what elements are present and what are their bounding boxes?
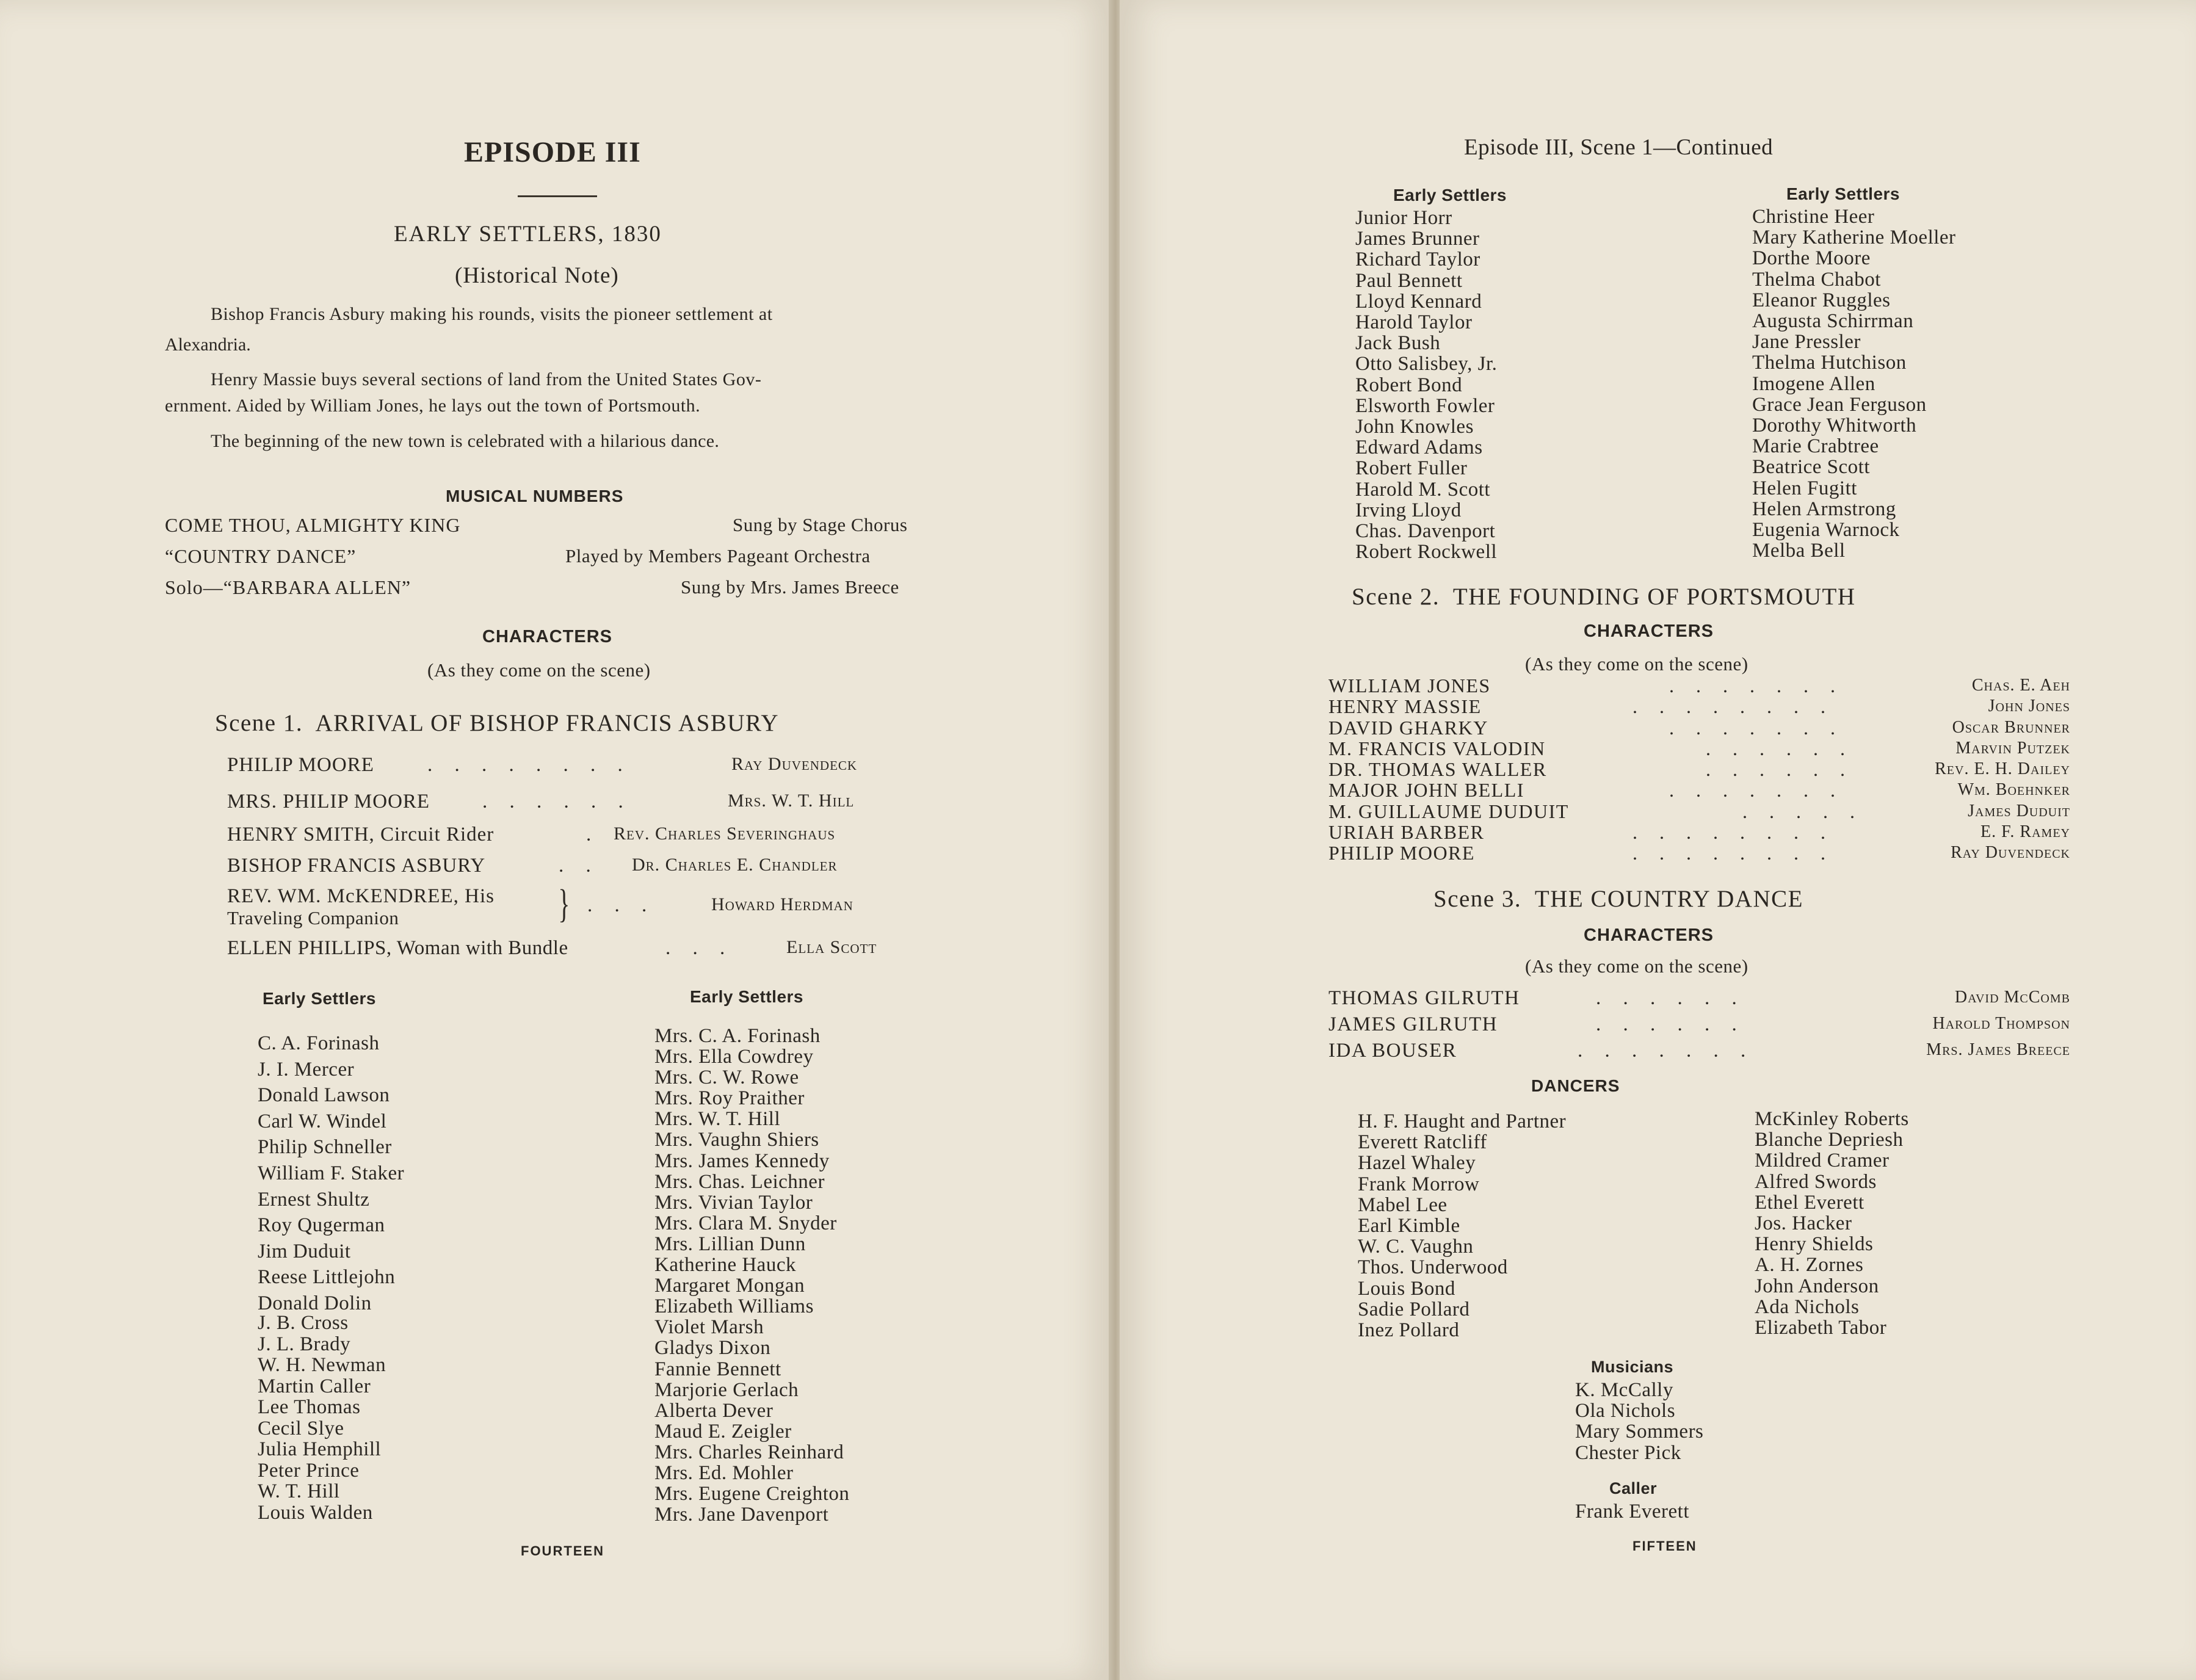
cast-role: MRS. PHILIP MOORE xyxy=(227,791,430,813)
episode-subtitle: EARLY SETTLERS, 1830 xyxy=(394,222,662,247)
cast-role: DAVID GHARKY xyxy=(1328,716,1488,739)
as-they-come-note: (As they come on the scene) xyxy=(1525,955,1748,977)
cast-leader-dots: . . . . . . . . xyxy=(427,754,631,776)
cast-role: REV. WM. McKENDREE, His xyxy=(227,885,495,907)
list-item: Alberta Dever xyxy=(654,1399,774,1422)
list-item: Earl Kimble xyxy=(1358,1215,1460,1237)
list-item: Inez Pollard xyxy=(1358,1319,1460,1342)
cast-leader-dots: . . . . . . . xyxy=(1578,1040,1755,1062)
cast-actor: David McComb xyxy=(1954,988,2070,1007)
settlers-heading: Early Settlers xyxy=(1393,186,1507,205)
musical-numbers-heading: MUSICAL NUMBERS xyxy=(446,487,624,505)
list-item: Helen Armstrong xyxy=(1752,498,1896,520)
list-item: Philip Schneller xyxy=(258,1136,392,1159)
list-item: Cecil Slye xyxy=(258,1417,344,1439)
list-item: Fannie Bennett xyxy=(654,1358,781,1380)
title-rule xyxy=(518,195,597,197)
cast-leader-dots: . . . . . xyxy=(1742,800,1863,822)
cast-role: BISHOP FRANCIS ASBURY xyxy=(227,855,486,877)
cast-leader-dots: . . . . . . . xyxy=(1669,716,1844,739)
cast-role: URIAH BARBER xyxy=(1328,821,1485,844)
musical-by-1: Sung by Stage Chorus xyxy=(733,514,908,535)
settlers-heading: Early Settlers xyxy=(263,989,376,1008)
list-item: Thelma Hutchison xyxy=(1752,352,1907,374)
list-item: Edward Adams xyxy=(1355,436,1483,459)
cast-actor: Ray Duvendeck xyxy=(1951,843,2070,863)
list-item: Mrs. Jane Davenport xyxy=(654,1504,829,1526)
list-item: Irving Lloyd xyxy=(1355,499,1462,521)
musical-by-2: Played by Members Pageant Orchestra xyxy=(565,545,871,567)
settlers-heading: Early Settlers xyxy=(1786,184,1900,203)
list-item: Jos. Hacker xyxy=(1755,1212,1852,1235)
scene2-roles xyxy=(1328,675,1569,864)
cast-actor: Ray Duvendeck xyxy=(731,754,858,774)
list-item: Mrs. Vaughn Shiers xyxy=(654,1129,819,1151)
note-paragraph-2: Henry Massie buys several sections of land from the United States Gov- xyxy=(211,369,762,389)
list-item: John Knowles xyxy=(1355,416,1474,438)
list-item: Sadie Pollard xyxy=(1358,1298,1470,1320)
cast-actor: Ella Scott xyxy=(786,937,877,957)
cast-leader-dots: . . . . . . . xyxy=(1669,779,1844,802)
list-item: Mildred Cramer xyxy=(1755,1150,1890,1172)
caller-heading: Caller xyxy=(1609,1479,1658,1497)
list-item: Hazel Whaley xyxy=(1358,1152,1476,1175)
cast-leader-dots: . . . . . . . . xyxy=(1633,695,1834,718)
settlers-list-a xyxy=(1355,208,1497,562)
scene2-dots xyxy=(1620,675,1863,864)
list-item: Dorthe Moore xyxy=(1752,247,1871,270)
list-item: J. B. Cross xyxy=(258,1312,349,1334)
list-item: Jack Bush xyxy=(1355,332,1441,355)
cast-actor: Marvin Putzek xyxy=(1955,738,2070,758)
list-item: Jane Pressler xyxy=(1752,331,1861,353)
cast-leader-dots: . . . . . . xyxy=(1706,737,1854,759)
cast-leader-dots: . . . xyxy=(587,894,656,916)
page-folio: FOURTEEN xyxy=(521,1543,604,1559)
list-item: Gladys Dixon xyxy=(654,1337,771,1360)
cast-actor: Dr. Charles E. Chandler xyxy=(632,855,838,875)
list-item: Christine Heer xyxy=(1752,206,1875,228)
list-item: Peter Prince xyxy=(258,1459,360,1482)
cast-role: M. GUILLAUME DUDUIT xyxy=(1328,800,1569,822)
list-item: Robert Rockwell xyxy=(1355,541,1498,563)
list-item: Helen Fugitt xyxy=(1752,477,1857,499)
list-item: Mrs. Ed. Mohler xyxy=(654,1461,794,1484)
cast-role: IDA BOUSER xyxy=(1328,1040,1457,1062)
musicians-heading: Musicians xyxy=(1591,1358,1674,1376)
list-item: Mrs. Lillian Dunn xyxy=(654,1233,806,1255)
list-item: Jim Duduit xyxy=(258,1240,351,1262)
as-they-come-note: (As they come on the scene) xyxy=(427,659,651,681)
cast-role: MAJOR JOHN BELLI xyxy=(1328,779,1524,802)
list-item: Paul Bennett xyxy=(1355,269,1463,292)
list-item: Everett Ratcliff xyxy=(1358,1131,1487,1154)
episode-title: EPISODE III xyxy=(464,136,641,168)
list-item: Mrs. Eugene Creighton xyxy=(654,1483,850,1505)
cast-role: THOMAS GILRUTH xyxy=(1328,987,1520,1009)
characters-heading: CHARACTERS xyxy=(1584,621,1714,641)
note-paragraph-2-cont: ernment. Aided by William Jones, he lays out the town of Portsmouth. xyxy=(165,396,701,416)
list-item: Harold Taylor xyxy=(1355,311,1473,334)
settlers-list-b xyxy=(654,1026,849,1525)
scene3-actors xyxy=(1926,984,2070,1063)
list-item: Chas. Davenport xyxy=(1355,520,1496,543)
cast-actor: Wm. Boehnker xyxy=(1957,780,2070,800)
list-item: Eugenia Warnock xyxy=(1752,519,1900,541)
list-item: Imogene Allen xyxy=(1752,372,1875,395)
list-item: Mrs. Chas. Leichner xyxy=(654,1170,825,1193)
list-item: Elsworth Fowler xyxy=(1355,394,1495,417)
list-item: A. H. Zornes xyxy=(1755,1254,1864,1276)
list-item: Mrs. James Kennedy xyxy=(654,1150,830,1172)
dancers-heading: DANCERS xyxy=(1531,1076,1620,1095)
cast-actor: James Duduit xyxy=(1968,801,2070,820)
cast-leader-dots: . . . . . . . . xyxy=(1633,821,1834,844)
list-item: Marjorie Gerlach xyxy=(654,1378,799,1401)
cast-actor: Mrs. W. T. Hill xyxy=(728,791,855,811)
scene1-title: Scene 1. ARRIVAL OF BISHOP FRANCIS ASBURY xyxy=(215,710,780,736)
musical-title-1: COME THOU, ALMIGHTY KING xyxy=(165,514,461,536)
note-paragraph-3: The beginning of the new town is celebrated with a hilarious dance. xyxy=(211,431,720,451)
list-item: Grace Jean Ferguson xyxy=(1752,393,1927,416)
page-folio: FIFTEEN xyxy=(1633,1538,1697,1554)
list-item: Ernest Shultz xyxy=(258,1188,370,1211)
list-item: Lloyd Kennard xyxy=(1355,290,1482,313)
list-item: W. C. Vaughn xyxy=(1358,1236,1474,1258)
list-item: Marie Crabtree xyxy=(1752,435,1879,458)
cast-actor: Rev. E. H. Dailey xyxy=(1935,759,2070,779)
list-item: James Brunner xyxy=(1355,228,1480,250)
cast-role: WILLIAM JONES xyxy=(1328,675,1491,697)
list-item: Mrs. Vivian Taylor xyxy=(654,1191,813,1214)
list-item: Mrs. W. T. Hill xyxy=(654,1108,781,1131)
cast-role: JAMES GILRUTH xyxy=(1328,1013,1498,1035)
list-item: Donald Dolin xyxy=(258,1292,372,1314)
list-item: K. McCally xyxy=(1575,1379,1673,1401)
musical-title-2: “COUNTRY DANCE” xyxy=(165,545,357,567)
list-item: Elizabeth Williams xyxy=(654,1295,814,1318)
cast-leader-dots: . . . . . . xyxy=(1596,987,1745,1009)
list-item: J. L. Brady xyxy=(258,1333,351,1355)
list-item: Dorothy Whitworth xyxy=(1752,415,1917,437)
list-item: Thelma Chabot xyxy=(1752,268,1881,291)
cast-role: ELLEN PHILLIPS, Woman with Bundle xyxy=(227,937,568,959)
list-item: J. I. Mercer xyxy=(258,1058,355,1081)
cast-leader-dots: . . . . . . xyxy=(1596,1013,1745,1035)
list-item: W. H. Newman xyxy=(258,1354,386,1376)
cast-actor: Howard Herdman xyxy=(711,894,853,914)
cast-role: PHILIP MOORE xyxy=(227,754,374,776)
list-item: Mrs. Ella Cowdrey xyxy=(654,1046,814,1068)
cast-role-cont: Traveling Companion xyxy=(227,907,399,929)
cast-role: HENRY SMITH, Circuit Rider xyxy=(227,824,495,845)
list-item: Violet Marsh xyxy=(654,1316,764,1339)
running-head: Episode III, Scene 1—Continued xyxy=(1464,135,1774,160)
list-item: Chester Pick xyxy=(1575,1441,1681,1464)
list-item: Beatrice Scott xyxy=(1752,456,1871,479)
scene2-actors xyxy=(1935,675,2070,864)
list-item: Katherine Hauck xyxy=(654,1254,796,1276)
list-item: Margaret Mongan xyxy=(654,1275,805,1297)
cast-actor: Mrs. James Breece xyxy=(1926,1040,2070,1059)
list-item: Lee Thomas xyxy=(258,1396,361,1418)
list-item: Mrs. Clara M. Snyder xyxy=(654,1212,837,1234)
list-item: Junior Horr xyxy=(1355,207,1452,229)
list-item: Roy Qugerman xyxy=(258,1214,385,1237)
list-item: H. F. Haught and Partner xyxy=(1358,1110,1567,1132)
list-item: Melba Bell xyxy=(1752,540,1846,562)
cast-actor: Chas. E. Aeh xyxy=(1971,676,2070,695)
right-page xyxy=(1120,0,2196,1680)
scene2-title: Scene 2. THE FOUNDING OF PORTSMOUTH xyxy=(1352,584,1856,610)
list-item: Mary Sommers xyxy=(1575,1421,1704,1443)
list-item: William F. Staker xyxy=(258,1162,405,1184)
dancers-list-a xyxy=(1358,1111,1566,1341)
settlers-heading: Early Settlers xyxy=(690,987,803,1006)
list-item: Elizabeth Tabor xyxy=(1755,1317,1887,1339)
settlers-list-a-cont xyxy=(258,1312,386,1523)
list-item: Mabel Lee xyxy=(1358,1193,1448,1216)
cast-leader-dots: . . . . . . . . xyxy=(1633,842,1834,864)
list-item: Richard Taylor xyxy=(1355,248,1480,271)
musical-title-3: Solo—“BARBARA ALLEN” xyxy=(165,576,411,598)
list-item: Robert Fuller xyxy=(1355,457,1468,480)
cast-leader-dots: . xyxy=(586,824,600,845)
list-item: Frank Morrow xyxy=(1358,1173,1480,1195)
list-item: Mrs. Charles Reinhard xyxy=(654,1441,844,1463)
musicians-list xyxy=(1575,1380,1703,1463)
cast-leader-dots: . . . xyxy=(665,937,734,959)
cast-actor: E. F. Ramey xyxy=(1980,822,2070,842)
cast-role: DR. THOMAS WALLER xyxy=(1328,758,1547,781)
cast-actor: Harold Thompson xyxy=(1932,1014,2070,1033)
list-item: Maud E. Zeigler xyxy=(654,1420,792,1443)
list-item: Otto Salisbey, Jr. xyxy=(1355,353,1498,375)
list-item: Thos. Underwood xyxy=(1358,1256,1508,1279)
list-item: Augusta Schirrman xyxy=(1752,310,1914,333)
list-item: McKinley Roberts xyxy=(1755,1108,1909,1130)
list-item: Mary Katherine Moeller xyxy=(1752,226,1956,249)
settlers-list-a xyxy=(258,1030,404,1317)
list-item: Henry Shields xyxy=(1755,1233,1874,1256)
settlers-list-b xyxy=(1752,206,1956,561)
list-item: Martin Caller xyxy=(258,1375,371,1397)
list-item: Reese Littlejohn xyxy=(258,1266,396,1289)
cast-role: HENRY MASSIE xyxy=(1328,695,1482,718)
as-they-come-note: (As they come on the scene) xyxy=(1525,653,1748,675)
scene3-dots xyxy=(1578,985,1754,1064)
cast-role: M. FRANCIS VALODIN xyxy=(1328,737,1546,759)
list-item: Harold M. Scott xyxy=(1355,478,1491,501)
historical-note-label: (Historical Note) xyxy=(455,263,619,288)
list-item: Louis Bond xyxy=(1358,1277,1455,1300)
list-item: Alfred Swords xyxy=(1755,1170,1877,1193)
list-item: Mrs. C. W. Rowe xyxy=(654,1066,799,1089)
brace-glyph: } xyxy=(558,882,570,926)
list-item: Robert Bond xyxy=(1355,374,1463,396)
list-item: Blanche Depriesh xyxy=(1755,1129,1904,1151)
cast-actor: John Jones xyxy=(1988,697,2070,716)
list-item: Ethel Everett xyxy=(1755,1191,1864,1214)
cast-leader-dots: . . . . . . xyxy=(1706,758,1854,781)
list-item: Ada Nichols xyxy=(1755,1295,1860,1318)
list-item: Eleanor Ruggles xyxy=(1752,289,1891,311)
list-item: Julia Hemphill xyxy=(258,1438,382,1460)
note-paragraph-1: Bishop Francis Asbury making his rounds, visits the pioneer settlement at xyxy=(211,304,773,324)
dancers-list-b xyxy=(1755,1109,1909,1338)
caller-name: Frank Everett xyxy=(1575,1501,1690,1522)
note-paragraph-1-cont: Alexandria. xyxy=(165,335,251,355)
list-item: W. T. Hill xyxy=(258,1480,340,1502)
cast-actor: Oscar Brunner xyxy=(1952,717,2070,737)
cast-leader-dots: . . xyxy=(559,855,600,877)
list-item: Mrs. Roy Praither xyxy=(654,1087,805,1110)
list-item: Donald Lawson xyxy=(258,1084,390,1107)
cast-actor: Rev. Charles Severinghaus xyxy=(614,824,836,844)
list-item: Mrs. C. A. Forinash xyxy=(654,1025,821,1047)
characters-heading: CHARACTERS xyxy=(482,627,612,646)
list-item: Louis Walden xyxy=(258,1501,373,1524)
scene3-title: Scene 3. THE COUNTRY DANCE xyxy=(1433,886,1803,912)
musical-by-3: Sung by Mrs. James Breece xyxy=(681,576,899,598)
cast-leader-dots: . . . . . . xyxy=(482,791,632,813)
list-item: Carl W. Windel xyxy=(258,1110,387,1132)
list-item: C. A. Forinash xyxy=(258,1032,380,1054)
characters-heading: CHARACTERS xyxy=(1584,925,1714,945)
cast-role: PHILIP MOORE xyxy=(1328,842,1475,864)
cast-leader-dots: . . . . . . . xyxy=(1669,675,1844,697)
list-item: Ola Nichols xyxy=(1575,1400,1676,1422)
scene3-roles xyxy=(1328,985,1520,1064)
list-item: John Anderson xyxy=(1755,1275,1879,1297)
